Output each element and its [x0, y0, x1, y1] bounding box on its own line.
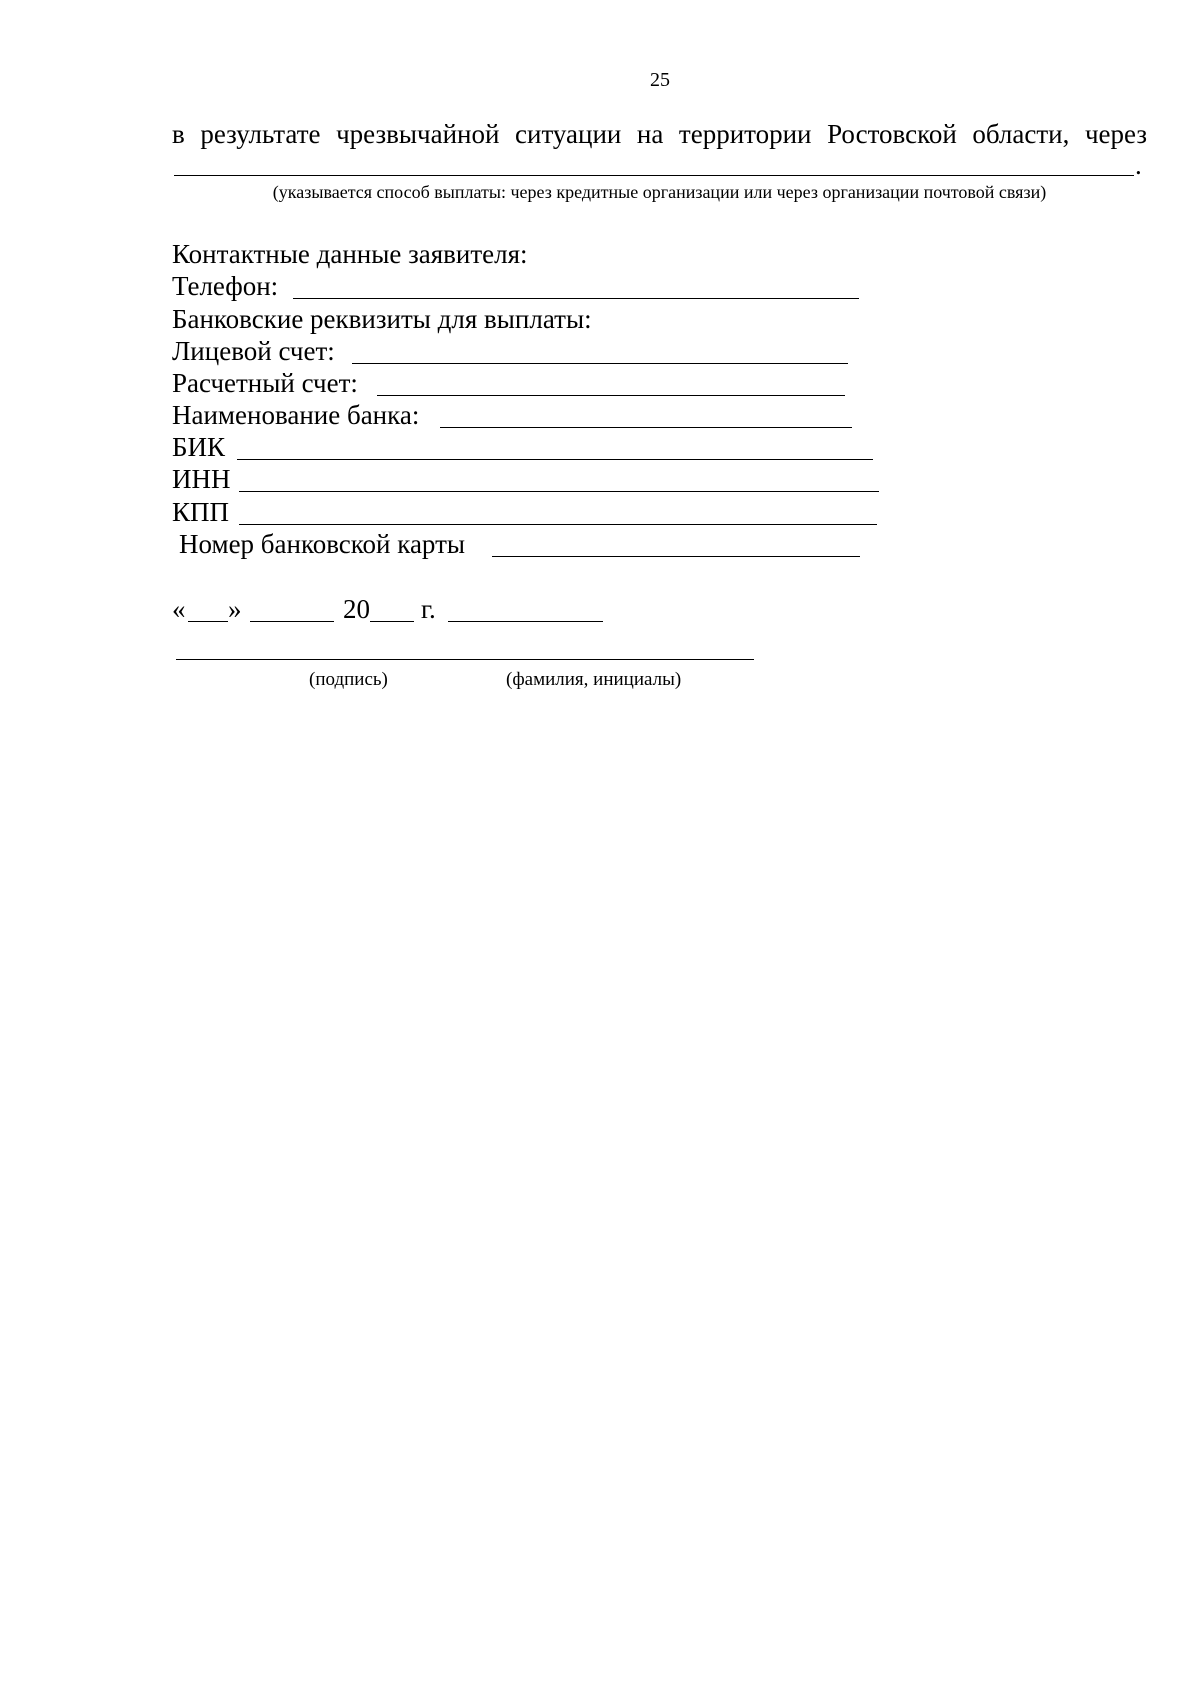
kpp-field[interactable] [239, 524, 877, 525]
settlement-account-label: Расчетный счет: [172, 368, 358, 398]
date-day-field[interactable] [188, 621, 228, 622]
bik-field[interactable] [237, 459, 873, 460]
bank-name-field[interactable] [440, 427, 852, 428]
bank-name-label: Наименование банка: [172, 400, 420, 430]
inn-field[interactable] [239, 491, 879, 492]
kpp-label: КПП [172, 497, 230, 527]
date-close-quote: » [228, 594, 242, 624]
inn-label: ИНН [172, 464, 231, 494]
card-field[interactable] [492, 556, 860, 557]
date-year-prefix: 20 [343, 594, 370, 624]
signature-hint: (подпись) [309, 669, 388, 690]
bik-label: БИК [172, 432, 226, 462]
phone-label: Телефон: [172, 271, 279, 301]
name-hint: (фамилия, инициалы) [506, 669, 682, 690]
date-open-quote: « [172, 594, 186, 624]
payment-method-field[interactable] [174, 175, 1134, 176]
phone-field[interactable] [293, 298, 859, 299]
signature-line[interactable] [176, 659, 754, 660]
payment-method-end-mark: . [1135, 150, 1142, 180]
settlement-account-field[interactable] [377, 395, 845, 396]
card-label: Номер банковской карты [179, 529, 466, 559]
date-year-field[interactable] [370, 621, 414, 622]
page-number: 25 [650, 69, 670, 91]
personal-account-field[interactable] [352, 363, 848, 364]
payment-method-hint: (указывается способ выплаты: через кредитные организации или через организации почтовой связи) [272, 182, 1047, 202]
date-month-field[interactable] [250, 621, 334, 622]
intro-text: в результате чрезвычайной ситуации на территории Ростовской области, через [172, 119, 1147, 149]
personal-account-label: Лицевой счет: [172, 336, 335, 366]
bank-heading: Банковские реквизиты для выплаты: [172, 304, 592, 334]
contacts-heading: Контактные данные заявителя: [172, 239, 528, 269]
date-extra-field[interactable] [448, 621, 603, 622]
date-year-suffix: г. [421, 594, 436, 624]
